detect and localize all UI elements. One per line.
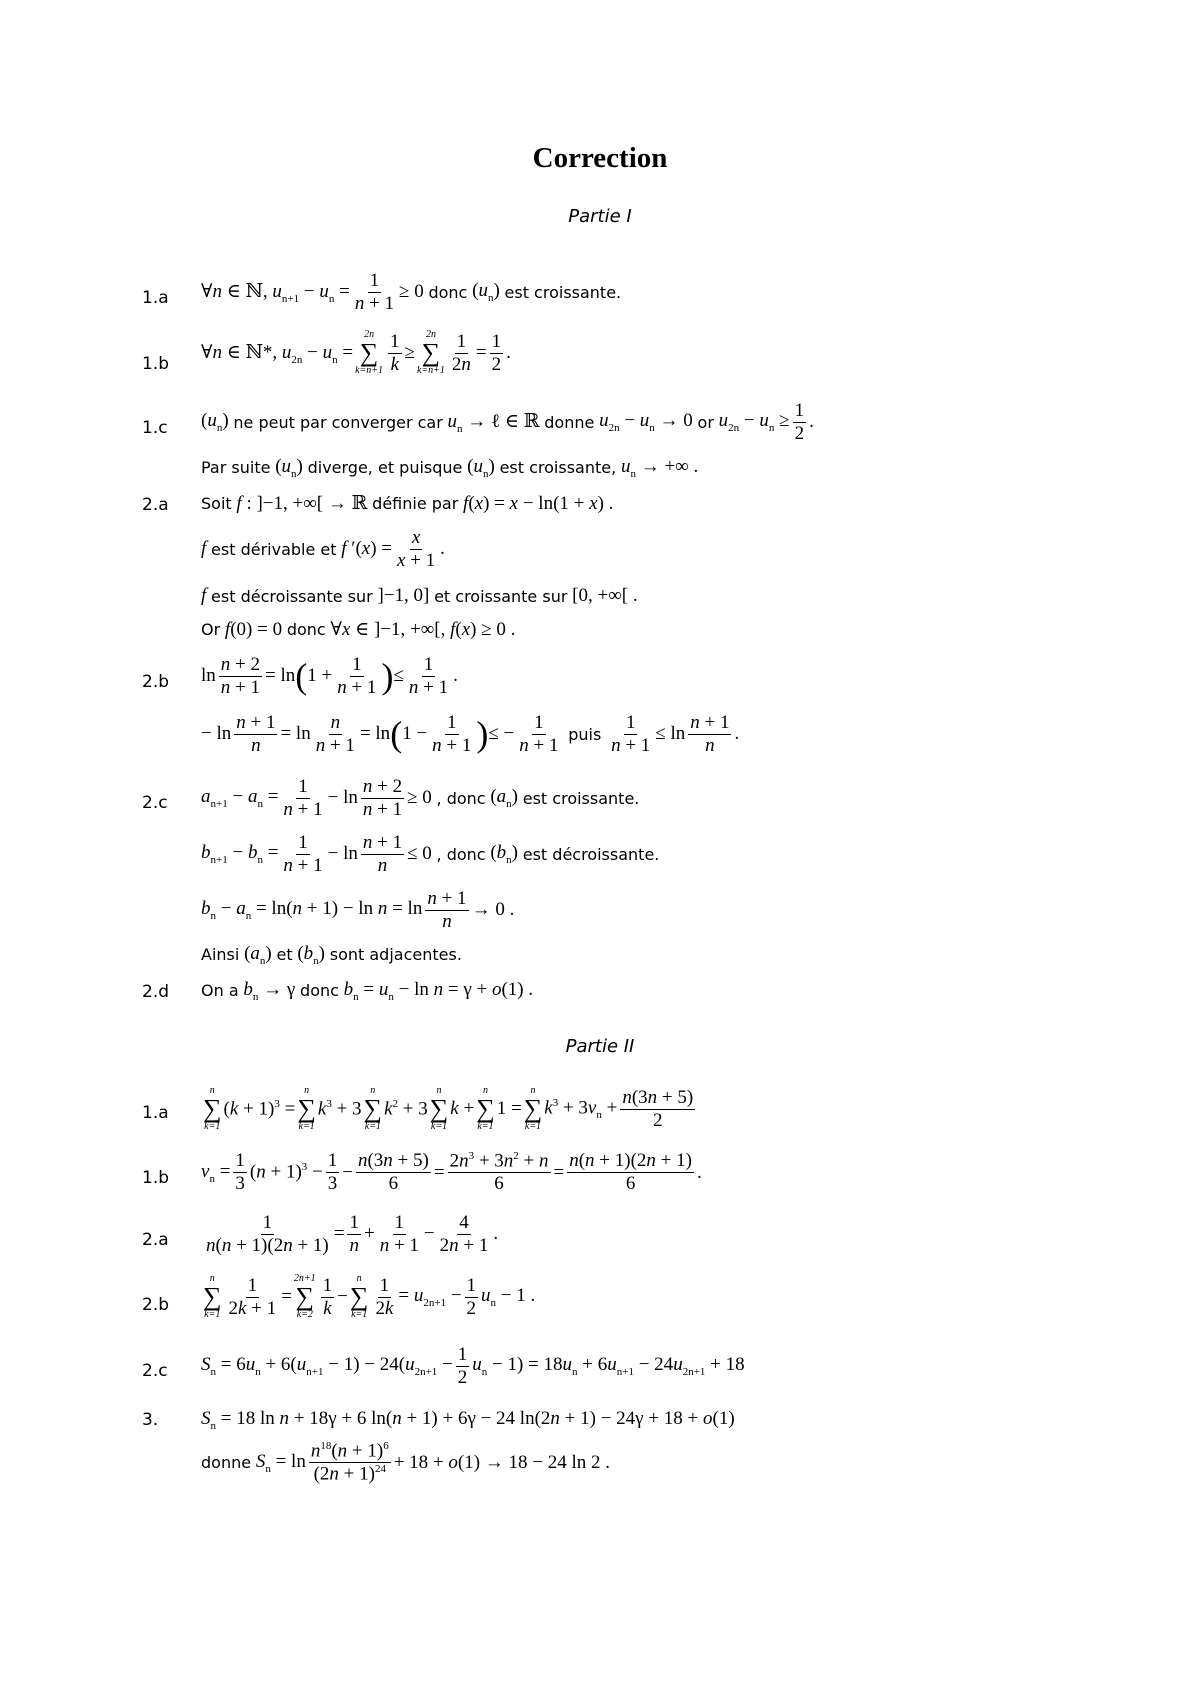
item-label: 2.c xyxy=(142,1361,168,1381)
text: Par suite xyxy=(201,458,271,478)
text: donc xyxy=(428,282,468,302)
text: puis xyxy=(568,724,602,744)
math-line: donne $S_n = \ln$ $\frac{n^{18}(n + 1)^6}{(2n + 1)^{24}}$ + 18 + o(1) → 18 − 24 ln 2 . xyxy=(201,1440,611,1485)
item-label: 2.b xyxy=(142,1295,170,1315)
item-label: 2.c xyxy=(142,793,168,813)
text: ne peut par converger car xyxy=(233,412,443,432)
math-line: $b_n - a_n = \ln(n + 1) - \ln n = \ln$ $\frac{n + 1}{n}$ → 0 . xyxy=(201,888,515,932)
text: , donc xyxy=(436,788,486,808)
item-label: 1.b xyxy=(142,354,170,374)
text: est croissante. xyxy=(522,788,640,808)
text: sont adjacentes. xyxy=(329,945,462,965)
math-line: $S_n = 6u_n + 6(u_{n+1} - 1) - 24(u_{2n+1}$ − $\frac{1}{2}$ $u_n - 1) = 18u_n + 6u_{n+1} - 24u_{2n+1} + 18$ xyxy=(201,1344,745,1388)
text: est croissante. xyxy=(504,282,622,302)
math-line: Or f(0) = 0 donc ∀x ∈ ]−1, +∞[, f(x) ≥ 0 . xyxy=(201,618,516,640)
text: Ainsi xyxy=(201,945,240,965)
math-line: ln $\frac{n + 2}{n + 1}$ = ln ( 1 + $\frac{1}{n + 1}$ ) ≤ $\frac{1}{n + 1}$ . xyxy=(201,654,458,698)
item-label: 2.a xyxy=(142,1230,169,1250)
text: donne xyxy=(201,1453,252,1473)
text: donc xyxy=(286,620,326,639)
math-line: $S_n = 18$ ln n + 18γ + 6 ln(n + 1) + 6γ − 24 ln(2n + 1) − 24γ + 18 + o(1) xyxy=(201,1408,735,1432)
text: est dérivable et xyxy=(211,539,337,559)
math-line: $v_n$ = $\frac{1}{3}$ $(n + 1)^3$ − $\frac{1}{3}$ − $\frac{n(3n + 5)}{6}$ = $\frac{2n^3 + 3n^2 + n}{6}$ = $\frac{n(n + 1)(2n + 1)}{6}$ . xyxy=(201,1150,702,1195)
text: or xyxy=(697,412,714,432)
math-line: Ainsi $(a_n)$ et $(b_n)$ sont adjacentes. xyxy=(201,943,462,967)
text: définie par xyxy=(372,494,459,513)
text: et xyxy=(276,945,293,965)
math-line: f est dérivable et f ′(x) = $\frac{x}{x + 1}$ . xyxy=(201,527,445,571)
item-label: 1.a xyxy=(142,1103,169,1123)
text: donc xyxy=(300,981,339,1001)
math-line: ∀n ∈ ℕ*, $u_{2n} - u_n$ = 2n ∑ k=n+1 $\frac{1}{k}$ ≥ 2n ∑ k=n+1 $\frac{1}{2n}$ = $\frac{1}{2}$ . xyxy=(201,329,511,376)
item-label: 3. xyxy=(142,1410,159,1430)
text: On a xyxy=(201,981,239,1001)
part-heading: Partie II xyxy=(565,1036,635,1057)
item-label: 1.a xyxy=(142,288,169,308)
math-line: f est décroissante sur ]−1, 0] et croissante sur [0, +∞[ . xyxy=(201,585,638,606)
item-label: 1.b xyxy=(142,1168,170,1188)
math-line: $\frac{1}{n(n + 1)(2n + 1)}$ = $\frac{1}{n}$ + $\frac{1}{n + 1}$ − $\frac{4}{2n + 1}$ . xyxy=(206,1212,499,1256)
math-line: $a_{n+1} - a_n$ = $\frac{1}{n + 1}$ − ln $\frac{n + 2}{n + 1}$ ≥ 0 , donc $(a_n)$ est croissante. xyxy=(201,776,640,820)
text: et croissante sur xyxy=(434,586,568,606)
item-label: 1.c xyxy=(142,418,168,438)
math-line: n ∑ k=1 $(k + 1)^3$ = n ∑ k=1 $k^3 + 3$ n ∑ k=1 $k^2 + 3$ n ∑ k=1 k + n ∑ k=1 1 = n ∑ k=1 $k^3 + 3v_n$ + $\frac{n(3n + 5)}{2}$ xyxy=(203,1085,694,1132)
page-title: Correction xyxy=(532,142,668,174)
part-heading: Partie I xyxy=(568,206,632,227)
text: est décroissante. xyxy=(522,844,660,864)
text: donne xyxy=(544,412,595,432)
math-line: Soit f : ]−1, +∞[ → ℝ définie par f(x) = x − ln(1 + x) . xyxy=(201,492,614,514)
item-label: 2.a xyxy=(142,495,169,515)
math-line: n ∑ k=1 $\frac{1}{2k + 1}$ = 2n+1 ∑ k=2 $\frac{1}{k}$ − n ∑ k=1 $\frac{1}{2k}$ = $u_{2n+1}$ − $\frac{1}{2}$ $u_n - 1$ . xyxy=(203,1273,536,1320)
item-label: 2.b xyxy=(142,672,170,692)
math-line: Par suite $(u_n)$ diverge, et puisque $(u_n)$ est croissante, $u_n$ → +∞ . xyxy=(201,456,699,480)
math-line: − ln $\frac{n + 1}{n}$ = ln $\frac{n}{n + 1}$ = ln ( 1 − $\frac{1}{n + 1}$ ) ≤ − $\frac{1}{n + 1}$ puis $\frac{1}{n + 1}$ ≤ ln $\frac{n + 1}{n}$ . xyxy=(201,712,740,756)
text: est croissante, xyxy=(499,458,617,478)
text: Soit xyxy=(201,494,232,513)
text: , donc xyxy=(436,844,486,864)
math-line: On a $b_n \to \gamma$ donc $b_n = u_n - \ln n = \gamma + o(1)$ . xyxy=(201,979,534,1003)
text: est décroissante sur xyxy=(211,586,373,606)
math-line: $(u_n)$ ne peut par converger car $u_n$ → ℓ ∈ ℝ donne $u_{2n} - u_n \to 0$ or $u_{2n} - u_n$ ≥ $\frac{1}{2}$ . xyxy=(201,400,814,444)
math-line: $b_{n+1} - b_n$ = $\frac{1}{n + 1}$ − ln $\frac{n + 1}{n}$ ≤ 0 , donc $(b_n)$ est décroissante. xyxy=(201,832,660,876)
math-line: ∀n ∈ ℕ, $u_{n+1} - u_n$ = $\frac{1}{n + 1}$ ≥ 0 donc $(u_n)$ est croissante. xyxy=(201,270,622,314)
text: diverge, et puisque xyxy=(307,458,463,478)
text: Or xyxy=(201,620,221,639)
item-label: 2.d xyxy=(142,982,170,1002)
